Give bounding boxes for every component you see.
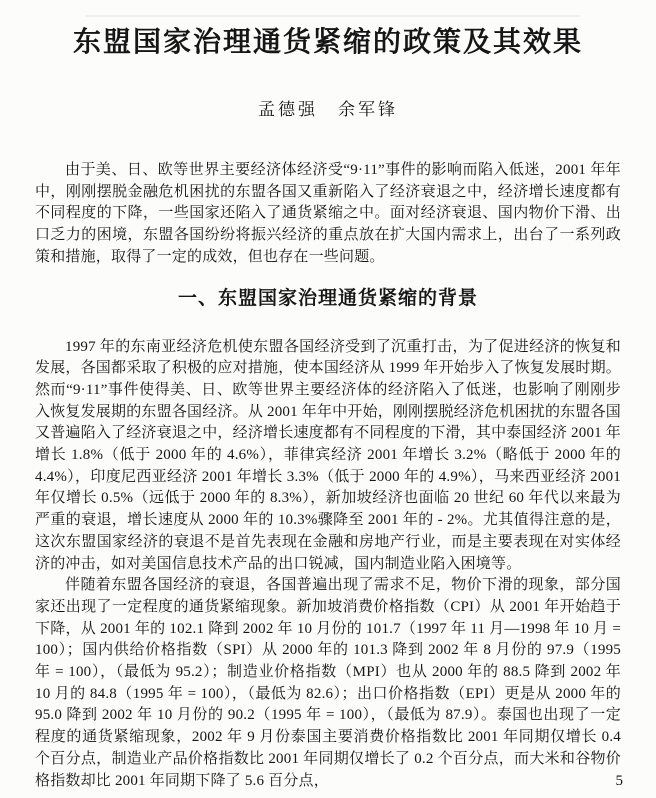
scan-artifact [85,15,580,17]
section-heading: 一、东盟国家治理通货紧缩的背景 [177,287,478,309]
page-number: 5 [615,773,623,789]
page-title: 东盟国家治理通货紧缩的政策及其效果 [72,25,583,58]
authors-line: 孟德强 余军锋 [258,100,398,119]
body-paragraph-1: 1997 年的东南亚经济危机使东盟各国经济受到了沉重打击，为了促进经济的恢复和发展，各国都采取了积极的应对措施，使本国经济从 1999 年开始步入了恢复发展时期。然而“9·11”事件使得美、日、欧等世界主要经济体的经济陷入了低迷，也影响了刚刚步入恢复发展期的东盟各国经济。从 2001 年年中开始，刚刚摆脱经济危机困扰的东盟各国又普遍陷入了经济衰退之中，经济增长速度都有不同程度的下滑，其中泰国经济 2001 年增长 1.8%（低于 2000 年的 4.6%），菲律宾经济 2001 年增长 3.2%（略低于 2000 年的 4.4%），印度尼西亚经济 2001 年增长 3.3%（低于 2000 年的 4.9%），马来西亚经济 2001 年仅增长 0.5%（远低于 2000 年的 8.3%），新加坡经济也面临 20 世纪 60 年代以来最为严重的衰退，增长速度从 2000 年的 10.3%骤降至 2001 年的 - 2%。尤其值得注意的是，这次东盟国家经济的衰退不是首先表现在金融和房地产行业，而是主要表现在对实体经济的冲击，如对美国信息技术产品的出口锐减，国内制造业陷入困境等。 [35,338,621,572]
body-paragraph-2: 伴随着东盟各国经济的衰退，各国普遍出现了需求不足，物价下滑的现象，部分国家还出现了一定程度的通货紧缩现象。新加坡消费价格指数（CPI）从 2001 年开始趋于下降，从 2001 年的 102.1 降到 2002 年 10 月份的 101.7（1997 年 11 月—1998 年 10 月 = 100）；国内供给价格指数（SPI）从 2000 年的 101.3 降到 2002 年 8 月份的 97.9（1995 年 = 100），（最低为 95.2）；制造业价格指数（MPI）也从 2000 年的 88.5 降到 2002 年 10 月的 84.8（1995 年 = 100），（最低为 82.6）；出口价格指数（EPI）更是从 2000 年的 95.0 降到 2002 年 10 月份的 90.2（1995 年 = 100），（最低为 87.9）。泰国也出现了一定程度的通货紧缩现象，2002 年 9 月份泰国主要消费价格指数比 2001 年同期仅增长 0.4 个百分点，制造业产品价格指数比 2001 年同期仅增长了 0.2 个百分点，而大米和谷物价格指数却比 2001 年同期下降了 5.6 百分点， [35,577,621,789]
intro-paragraph: 由于美、日、欧等世界主要经济体经济受“9·11”事件的影响而陷入低迷，2001 年年中，刚刚摆脱金融危机困扰的东盟各国又重新陷入了经济衰退之中，经济增长速度都有不同程度的下降，一些国家还陷入了通货紧缩之中。面对经济衰退、国内物价下滑、出口乏力的困境，东盟各国纷纷将振兴经济的重点放在扩大国内需求上，出台了一系列政策和措施，取得了一定的成效，但也存在一些问题。 [35,162,621,265]
